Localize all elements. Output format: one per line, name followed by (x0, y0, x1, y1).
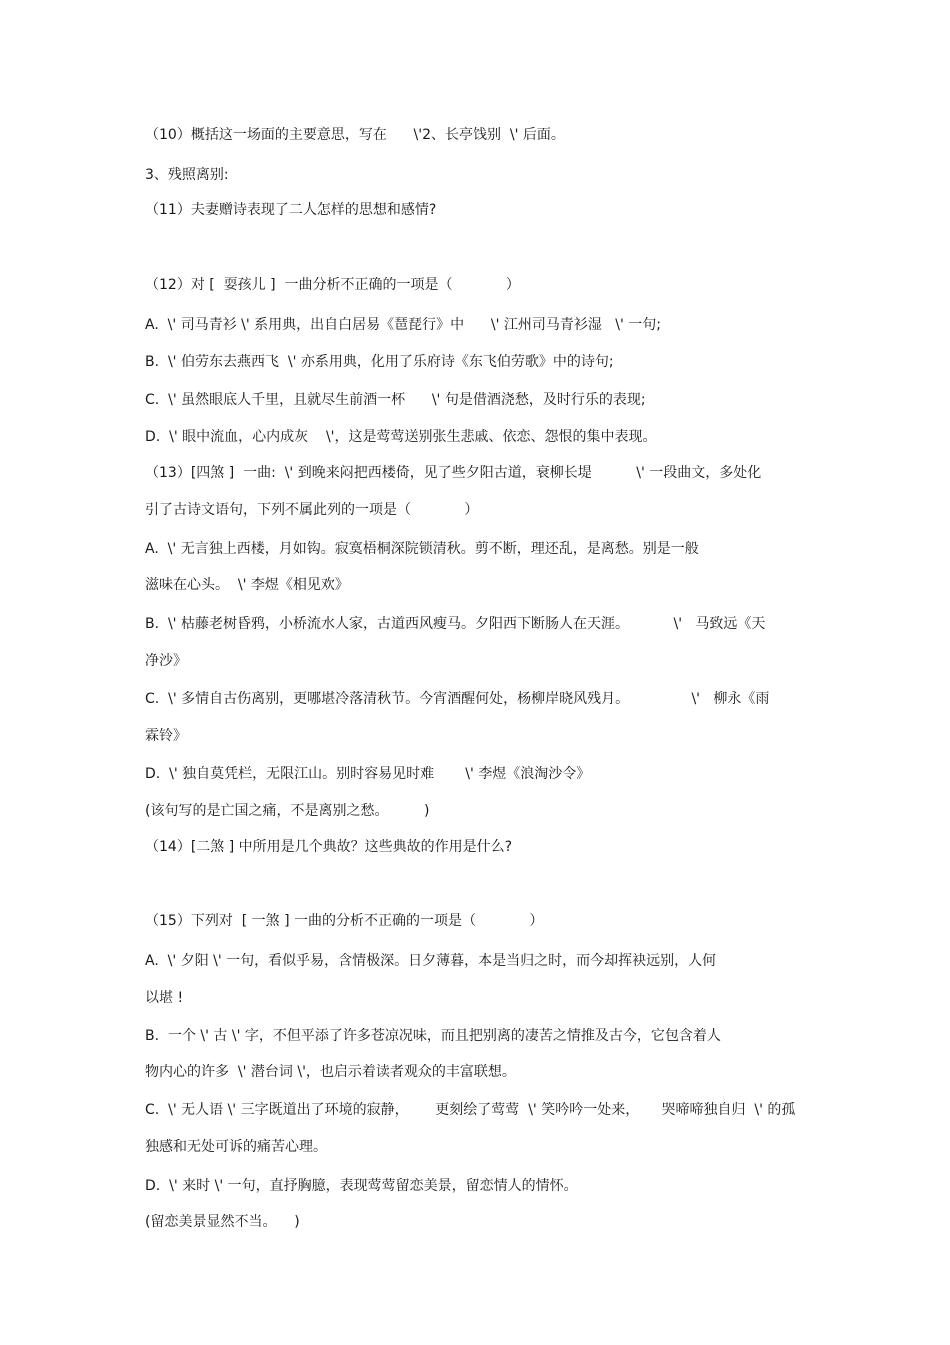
text-line: （10）概括这一场面的主要意思，写在 \'2、长亭饯别 \' 后面。 (145, 127, 565, 143)
text-line: (留恋美景显然不当。 ) (145, 1214, 300, 1230)
text-line: C. \' 多情自古伤离别，更哪堪冷落清秋节。今宵酒醒何处，杨柳岸晓风残月。 \' 柳永《雨 (145, 691, 770, 707)
text-line: A. \' 夕阳 \' 一句，看似乎易，含情极深。日夕薄暮，本是当归之时，而今却挥袂远别，人何 (145, 953, 717, 969)
text-line: 以堪 ! (145, 990, 184, 1006)
text-line: D. \' 独自莫凭栏，无限江山。别时容易见时难 \' 李煜《浪淘沙令》 (145, 766, 591, 782)
text-line: B. \' 伯劳东去燕西飞 \' 亦系用典，化用了乐府诗《东飞伯劳歌》中的诗句; (145, 354, 614, 370)
text-line: 霖铃》 (145, 728, 187, 744)
text-line: D. \' 眼中流血，心内成灰 \'，这是莺莺送别张生悲戚、依恋、怨恨的集中表现。 (145, 429, 657, 445)
text-line: （14）[二煞 ] 中所用是几个典故？这些典故的作用是什么? (145, 839, 513, 855)
text-line: C. \' 虽然眼底人千里，且就尽生前酒一杯 \' 句是借酒浇愁，及时行乐的表现; (145, 392, 646, 408)
text-line: (该句写的是亡国之痛，不是离别之愁。 ) (145, 803, 430, 819)
text-line: （15）下列对 [ 一煞 ] 一曲的分析不正确的一项是（ ） (145, 913, 544, 929)
text-line: D. \' 来时 \' 一句，直抒胸臆，表现莺莺留恋美景，留恋情人的情怀。 (145, 1178, 578, 1194)
text-line: A. \' 无言独上西楼，月如钩。寂寞梧桐深院锁清秋。剪不断，理还乱，是离愁。别是一般 (145, 541, 699, 557)
text-line: （11）夫妻赠诗表现了二人怎样的思想和感情? (145, 202, 437, 218)
text-line: 独感和无处可诉的痛苦心理。 (145, 1139, 327, 1155)
text-line: 物内心的许多 \' 潜台词 \'，也启示着读者观众的丰富联想。 (145, 1064, 516, 1080)
text-line: 3、残照离别: (145, 167, 229, 183)
text-line: B. 一个 \' 古 \' 字，不但平添了许多苍凉况味，而且把别离的凄苦之情推及古今，它包含着人 (145, 1028, 721, 1044)
text-line: （13）[四煞 ] 一曲: \' 到晚来闷把西楼倚，见了些夕阳古道，衰柳长堤 \' 一段曲文，多处化 (145, 465, 762, 481)
text-line: 净沙》 (145, 653, 187, 669)
text-line: A. \' 司马青衫 \' 系用典，出自白居易《琶琵行》中 \' 江州司马青衫湿 \' 一句; (145, 317, 661, 333)
text-line: C. \' 无人语 \' 三字既道出了环境的寂静， 更刻绘了莺莺 \' 笑吟吟一处来， 哭啼啼独自归 \' 的孤 (145, 1102, 796, 1118)
text-line: 引了古诗文语句，下列不属此列的一项是（ ） (145, 502, 479, 518)
text-line: （12）对 [ 耍孩儿 ] 一曲分析不正确的一项是（ ） (145, 277, 520, 293)
text-line: 滋味在心头。 \' 李煜《相见欢》 (145, 577, 349, 593)
text-line: B. \' 枯藤老树昏鸦，小桥流水人家，古道西风瘦马。夕阳西下断肠人在天涯。 \' 马致远《天 (145, 616, 766, 632)
